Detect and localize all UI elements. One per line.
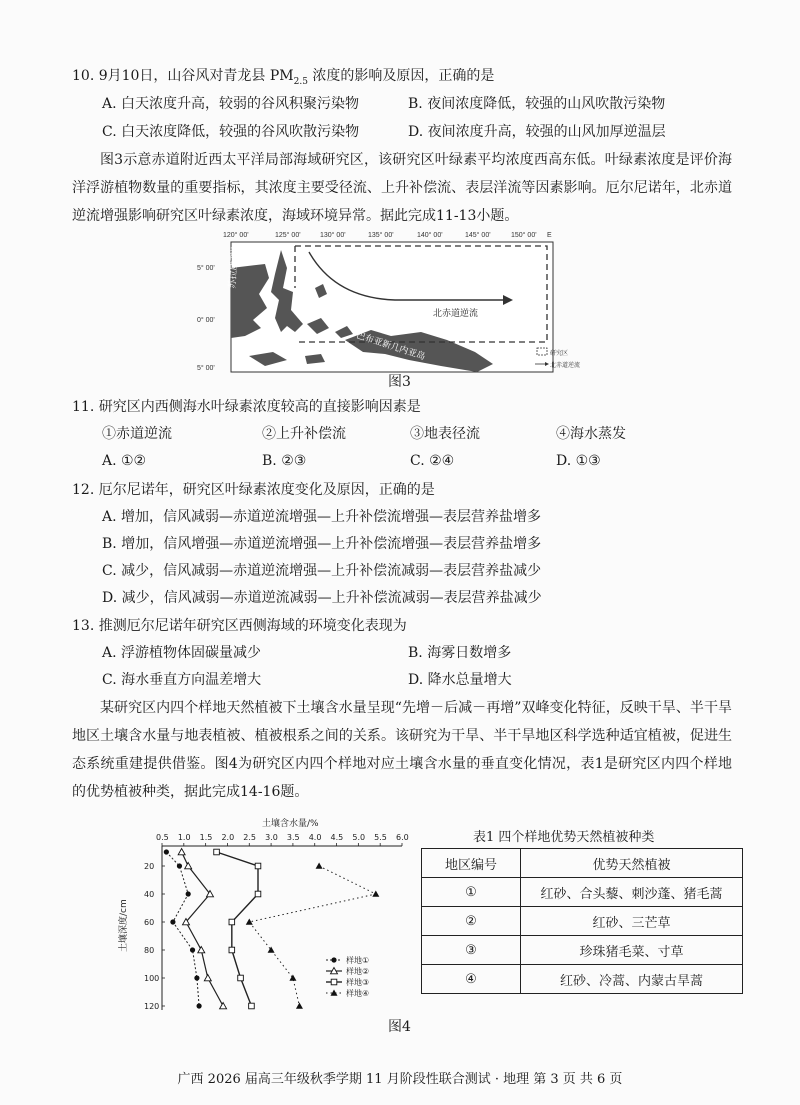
data-point — [185, 863, 192, 869]
q11-stem: 11. 研究区内西侧海水叶绿素浓度较高的直接影响因素是 — [72, 399, 421, 415]
q10-option-a: A. 白天浓度升高，较弱的谷风积聚污染物 — [102, 96, 360, 112]
table-row — [422, 878, 743, 907]
table-cell: 红砂、三芒草 — [521, 907, 743, 936]
q10-option-d: D. 夜间浓度升高，较强的山风加厚逆温层 — [408, 124, 666, 140]
page-footer: 广西 2026 届高三年级秋季学期 11 月阶段性联合测试 · 地理 第 3 页 共 6 页 — [177, 1072, 623, 1087]
map-svg — [195, 228, 605, 378]
series-line-1 — [166, 852, 199, 1006]
data-point — [238, 975, 244, 981]
q11-item-3: ③地表径流 — [410, 426, 480, 442]
data-point — [198, 947, 205, 953]
table-header-cell: 优势天然植被 — [521, 849, 743, 878]
island-label: 巴布亚新几内亚岛 — [354, 330, 427, 363]
lon-label-e: E — [547, 232, 552, 239]
data-point — [316, 863, 323, 869]
legend-label-2: 样地② — [346, 967, 370, 976]
table-header-row — [422, 849, 743, 878]
x-tick-label: 4.5 — [330, 833, 344, 842]
q11-item-2: ②上升补偿流 — [262, 426, 346, 442]
current-label: 北赤道逆流 — [433, 309, 479, 319]
q13-option-a: A. 浮游植物体固碳量减少 — [102, 645, 262, 661]
table-1 — [421, 848, 743, 994]
q13-option-c: C. 海水垂直方向温差增大 — [102, 672, 262, 688]
q11-option-b: B. ②③ — [262, 453, 307, 469]
y-tick-label: 100 — [144, 974, 160, 983]
figure-4-chart — [110, 818, 410, 1033]
legend-area-label: 研究区 — [550, 350, 569, 357]
lon-label-135: 135° 00' — [368, 232, 394, 239]
lat-label-0: 0° 00' — [197, 317, 215, 324]
lat-label-5s: 5° 00' — [197, 365, 215, 372]
q13-stem: 13. 推测厄尔尼诺年研究区西侧海域的环境变化表现为 — [72, 618, 407, 634]
x-tick-label: 5.0 — [352, 833, 366, 842]
legend-label-1: 样地① — [346, 956, 370, 965]
series-line-2 — [182, 852, 223, 1006]
q11-item-1: ①赤道逆流 — [102, 426, 172, 442]
x-tick-label: 0.5 — [156, 833, 169, 842]
lat-label-5n: 5° 00' — [197, 265, 215, 272]
table-cell: ② — [422, 907, 521, 936]
q13-option-d: D. 降水总量增大 — [408, 672, 512, 688]
lon-label-145: 145° 00' — [465, 232, 491, 239]
x-tick-label: 2.0 — [221, 833, 235, 842]
data-point — [255, 891, 261, 897]
table-1-title: 表1 四个样地优势天然植被种类 — [473, 830, 655, 845]
x-tick-label: 4.0 — [308, 833, 322, 842]
legend-label-4: 样地④ — [346, 989, 370, 998]
q11-option-c: C. ②④ — [410, 453, 455, 469]
vegetation-table — [421, 848, 743, 994]
x-tick-label: 5.5 — [374, 833, 387, 842]
x-tick-label: 6.0 — [396, 833, 409, 842]
data-point — [289, 975, 296, 981]
intro-paragraph-2: 某研究区内四个样地天然植被下土壤含水量呈现“先增－后减－再增”双峰变化特征，反映干旱、半干旱地区土壤含水量与地表植被、植被根系之间的关系。该研究为干旱、半干旱地区科学选种适宜植被，促进生态系统重建提供借鉴。图4为研究区内四个样地对应土壤含水量的垂直变化情况，表1是研究区内四个样地的优势植被种类，据此完成14-16题。 — [72, 700, 732, 800]
lon-label-125: 125° 00' — [275, 232, 301, 239]
table-cell: 红砂、合头藜、刺沙蓬、猪毛蒿 — [521, 878, 743, 907]
data-point — [220, 1003, 227, 1009]
data-point — [177, 863, 182, 868]
data-point — [186, 891, 191, 896]
data-point — [229, 919, 235, 925]
data-point — [190, 947, 195, 952]
y-tick-label: 120 — [144, 1002, 160, 1011]
q12-option-c: C. 减少，信风减弱—赤道逆流增强—上升补偿流减弱—表层营养盐减少 — [102, 563, 542, 579]
table-cell: 珍珠猪毛菜、寸草 — [521, 936, 743, 965]
q12-option-b: B. 增加，信风增强—赤道逆流增强—上升补偿流增强—表层营养盐增多 — [102, 536, 542, 552]
table-header-cell: 地区编号 — [422, 849, 521, 878]
table-cell: 红砂、冷蒿、内蒙古旱蒿 — [521, 965, 743, 994]
q11-item-4: ④海水蒸发 — [556, 426, 626, 442]
data-point — [204, 975, 211, 981]
data-point — [170, 919, 175, 924]
lon-label-130: 130° 00' — [320, 232, 346, 239]
y-tick-label: 20 — [144, 862, 155, 871]
data-point — [255, 863, 261, 869]
q13-option-b: B. 海雾日数增多 — [408, 645, 512, 661]
series-line-3 — [217, 852, 258, 1006]
sea-label: 苏拉威西海 — [227, 243, 242, 289]
legend-marker-3 — [331, 979, 337, 985]
y-tick-label: 40 — [144, 890, 155, 899]
legend-current-label: 北赤道逆流 — [550, 362, 581, 369]
q10-option-c: C. 白天浓度降低，较强的谷风吹散污染物 — [102, 124, 360, 140]
q10-option-b: B. 夜间浓度降低，较强的山风吹散污染物 — [408, 96, 666, 112]
data-point — [196, 1003, 201, 1008]
data-point — [164, 849, 169, 854]
figure-3-caption: 图3 — [388, 374, 411, 390]
data-point — [372, 891, 379, 897]
q12-option-d: D. 减少，信风减弱—赤道逆流减弱—上升补偿流减弱—表层营养盐减少 — [102, 590, 542, 606]
figure-3-map — [195, 228, 605, 378]
data-point — [268, 947, 275, 953]
legend-marker-1 — [331, 957, 336, 962]
x-tick-label: 2.5 — [243, 833, 257, 842]
table-row — [422, 907, 743, 936]
table-row — [422, 965, 743, 994]
q10-stem: 10. 9月10日，山谷风对青龙县 $PM_{2.5}$ 浓度的影响及原因，正确的是 — [72, 68, 495, 87]
x-tick-label: 1.0 — [177, 833, 191, 842]
q12-stem: 12. 厄尔尼诺年，研究区叶绿素浓度变化及原因，正确的是 — [72, 482, 435, 498]
table-row — [422, 936, 743, 965]
table-cell: ① — [422, 878, 521, 907]
data-point — [249, 1003, 255, 1009]
data-point — [296, 1003, 303, 1009]
soil-moisture-chart — [110, 818, 410, 1033]
y-tick-label: 80 — [144, 946, 155, 955]
intro-paragraph-1: 图3示意赤道附近西太平洋局部海域研究区，该研究区叶绿素平均浓度西高东低。叶绿素浓度是评价海洋浮游植物数量的重要指标，其浓度主要受径流、上升补偿流、表层洋流等因素影响。厄尔尼诺年，北赤道逆流增强影响研究区叶绿素浓度，海域环境异常。据此完成11-13小题。 — [72, 152, 732, 224]
q11-option-a: A. ①② — [102, 453, 147, 469]
q12-option-a: A. 增加，信风减弱—赤道逆流增强—上升补偿流增强—表层营养盐增多 — [102, 509, 542, 525]
lon-label-140: 140° 00' — [417, 232, 443, 239]
y-tick-label: 60 — [144, 918, 155, 927]
data-point — [194, 975, 199, 980]
table-cell: ③ — [422, 936, 521, 965]
data-point — [214, 849, 220, 855]
y-axis-title: 土壤深度/cm — [119, 899, 129, 952]
figure-4-caption: 图4 — [388, 1019, 411, 1035]
x-tick-label: 3.5 — [286, 833, 300, 842]
q11-option-d: D. ①③ — [556, 453, 601, 469]
legend-label-3: 样地③ — [346, 978, 370, 987]
data-point — [178, 849, 185, 855]
x-tick-label: 3.0 — [265, 833, 278, 842]
x-tick-label: 1.5 — [199, 833, 213, 842]
data-point — [229, 947, 235, 953]
lon-label-150: 150° 00' — [511, 232, 537, 239]
x-axis-title: 土壤含水量/% — [262, 819, 319, 829]
lon-label-120: 120° 00' — [223, 232, 249, 239]
table-cell: ④ — [422, 965, 521, 994]
